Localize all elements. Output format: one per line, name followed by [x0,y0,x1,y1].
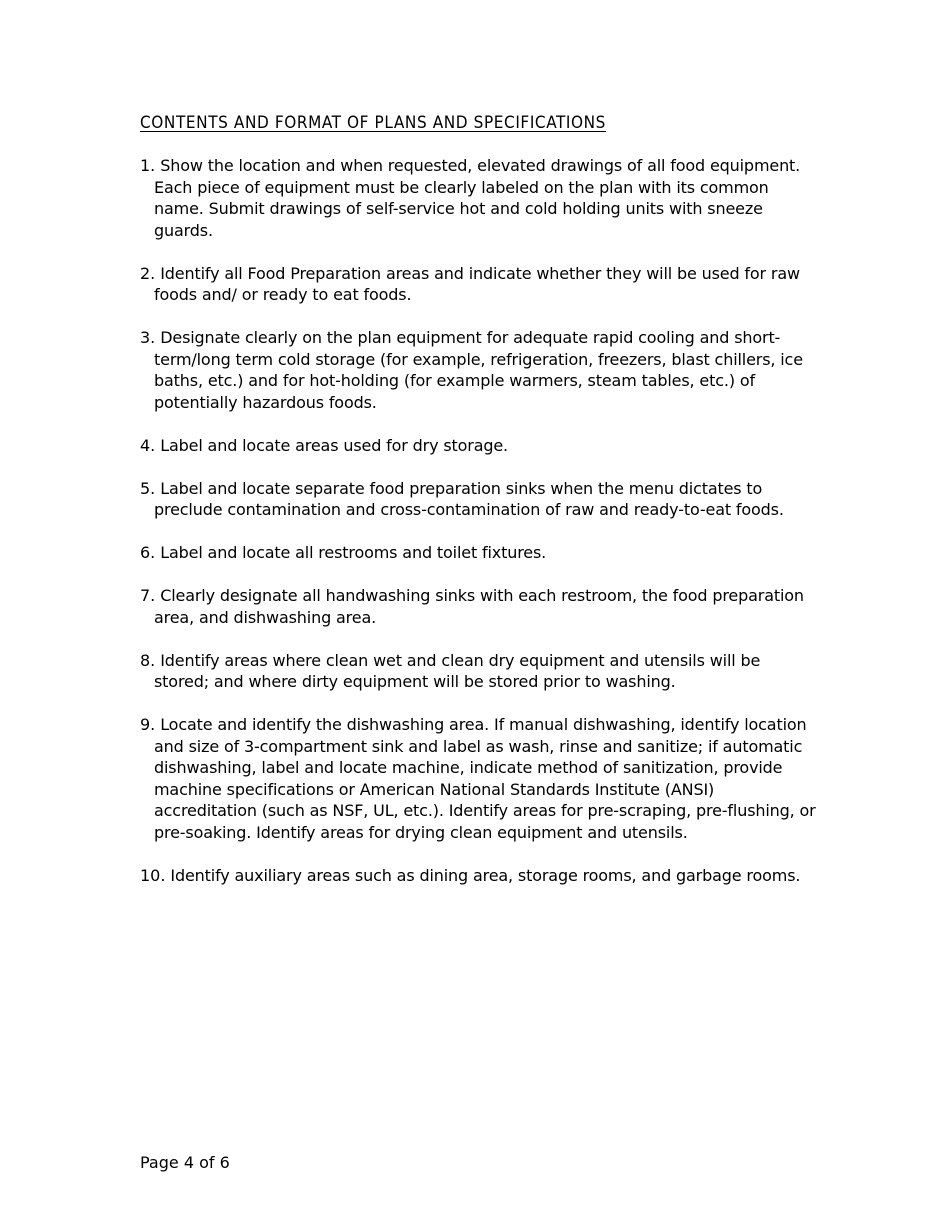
item-text: Show the location and when requested, elevated drawings of all food equipment. Each piece of equipment must be clearly labeled on the plan with its common name. Submit drawings of self-service hot and cold holding units with sneeze guards. [154,156,801,240]
list-item [140,478,820,521]
list-item [140,650,820,693]
requirements-list [140,155,820,908]
list-item [140,542,820,564]
item-text: Identify areas where clean wet and clean dry equipment and utensils will be stored; and where dirty equipment will be stored prior to washing. [154,650,761,691]
item-text: Label and locate separate food preparation sinks when the menu dictates to preclude contamination and cross-contamination of raw and ready-to-eat foods. [154,478,784,519]
page-number: Page 4 of 6 [140,1153,230,1172]
item-number: 5. [140,478,156,498]
item-text: Locate and identify the dishwashing area. If manual dishwashing, identify location and size of 3-compartment sink and label as wash, rinse and sanitize; if automatic dishwashing, label and locate machine, indicate method of sanitization, provide machine specifications or American National Standards Institute (ANSI) accreditation (such as NSF, UL, etc.). Identify areas for pre-scraping, pre-flushing, or pre-soaking. Identify areas for drying clean equipment and utensils. [154,715,816,842]
list-item [140,714,820,843]
item-text: Designate clearly on the plan equipment for adequate rapid cooling and short-term/long term cold storage (for example, refrigeration, freezers, blast chillers, ice baths, etc.) and for hot-holding (for example warmers, steam tables, etc.) of potentially hazardous foods. [154,328,803,412]
item-text: Label and locate areas used for dry storage. [160,435,508,455]
item-text: Clearly designate all handwashing sinks with each restroom, the food preparation area, and dishwashing area. [154,586,804,627]
item-number: 8. [140,650,156,670]
item-number: 3. [140,328,156,347]
list-item [140,327,820,413]
item-text: Label and locate all restrooms and toilet fixtures. [160,543,547,562]
list-item [140,435,820,457]
item-number: 7. [140,586,156,605]
item-number: 1. [140,156,156,175]
list-item [140,263,820,306]
page-title: CONTENTS AND FORMAT OF PLANS AND SPECIFICATIONS [140,113,606,133]
item-number: 9. [140,715,156,734]
list-item [140,155,820,241]
list-item [140,585,820,628]
item-number: 4. [140,435,156,455]
list-item [140,865,820,887]
item-number: 10. [140,865,166,885]
item-number: 6. [140,543,156,562]
item-text: Identify auxiliary areas such as dining area, storage rooms, and garbage rooms. [170,865,801,885]
item-text: Identify all Food Preparation areas and indicate whether they will be used for raw foods and/ or ready to eat foods. [154,263,800,304]
item-number: 2. [140,263,156,283]
